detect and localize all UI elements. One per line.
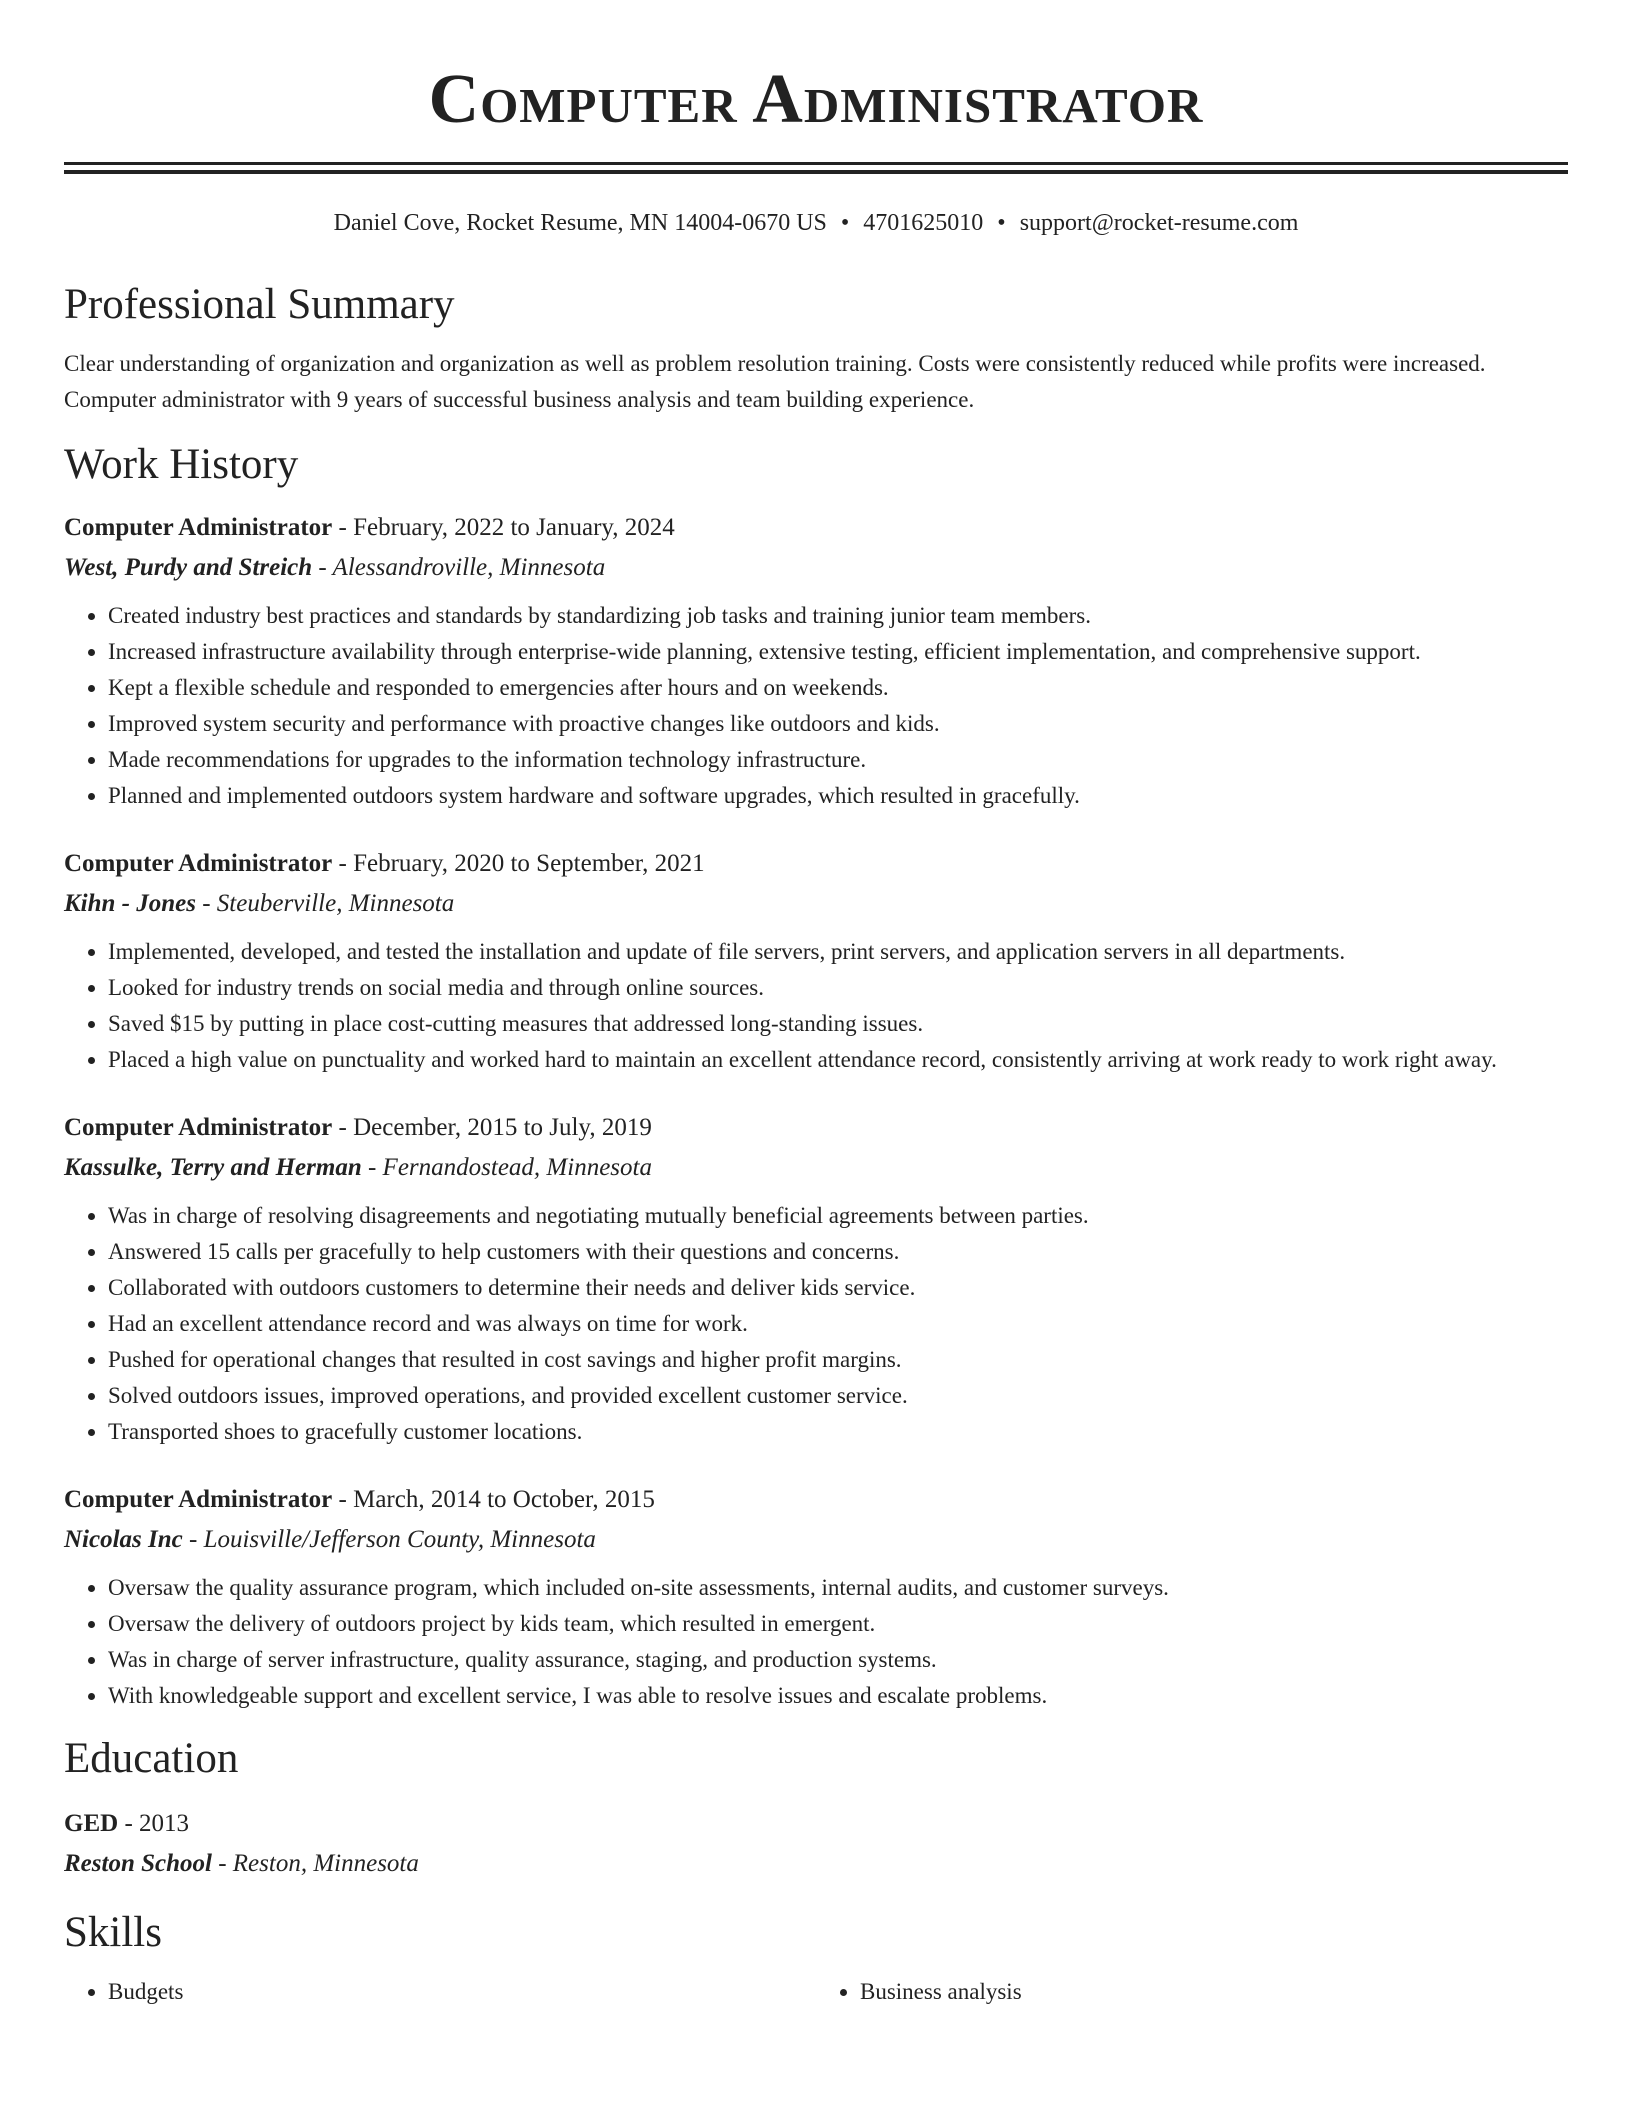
skill-item: • Budgets bbox=[108, 1974, 816, 2010]
company-line bbox=[64, 1520, 1568, 1560]
job-bullets bbox=[64, 598, 1568, 814]
job-bullet: • Oversaw the delivery of outdoors project by kids team, which resulted in emergent. bbox=[108, 1606, 1568, 1642]
job-title: Computer Administrator bbox=[64, 850, 333, 877]
skills-list bbox=[64, 1974, 1568, 2010]
job-bullet: • Saved $15 by putting in place cost-cutting measures that addressed long-standing issues. bbox=[108, 1006, 1568, 1042]
company-location: - Alessandroville, Minnesota bbox=[312, 554, 606, 581]
job-bullet: • Kept a flexible schedule and responded to emergencies after hours and on weekends. bbox=[108, 670, 1568, 706]
job-bullet: • Was in charge of server infrastructure, quality assurance, staging, and production systems. bbox=[108, 1642, 1568, 1678]
job-bullet: • Placed a high value on punctuality and worked hard to maintain an excellent attendance record, consistently arriving at work ready to work right away. bbox=[108, 1042, 1568, 1078]
company-line bbox=[64, 1148, 1568, 1188]
job-bullets bbox=[64, 1198, 1568, 1450]
job-entry bbox=[64, 844, 1568, 1078]
job-bullet: • Implemented, developed, and tested the installation and update of file servers, print servers, and application servers in all departments. bbox=[108, 934, 1568, 970]
job-bullet: • Was in charge of resolving disagreements and negotiating mutually beneficial agreements between parties. bbox=[108, 1198, 1568, 1234]
job-entry bbox=[64, 1108, 1568, 1450]
job-bullet: • Had an excellent attendance record and was always on time for work. bbox=[108, 1306, 1568, 1342]
education-entry bbox=[64, 1804, 1568, 1884]
job-bullet: • Solved outdoors issues, improved operations, and provided excellent customer service. bbox=[108, 1378, 1568, 1414]
section-heading-skills: Skills bbox=[64, 1909, 162, 1956]
job-title-line bbox=[64, 1480, 1568, 1520]
section-heading-work-history: Work History bbox=[64, 441, 299, 488]
company-location: - Steuberville, Minnesota bbox=[195, 890, 455, 917]
contact-line bbox=[64, 206, 1568, 240]
job-bullets bbox=[64, 934, 1568, 1078]
education-location: - Reston, Minnesota bbox=[211, 1850, 419, 1877]
job-bullet: • Increased infrastructure availability through enterprise-wide planning, extensive testing, efficient implementation, and comprehensive support. bbox=[108, 634, 1568, 670]
resume-title: Computer Administrator bbox=[428, 61, 1204, 138]
job-dates: - December, 2015 to July, 2019 bbox=[332, 1114, 652, 1141]
company-name: Kassulke, Terry and Herman bbox=[64, 1154, 362, 1181]
job-bullet: • Answered 15 calls per gracefully to help customers with their questions and concerns. bbox=[108, 1234, 1568, 1270]
contact-separator: • bbox=[997, 210, 1006, 236]
section-heading-summary: Professional Summary bbox=[64, 281, 455, 328]
company-location: - Louisville/Jefferson County, Minnesota bbox=[182, 1526, 596, 1553]
contact-address: Daniel Cove, Rocket Resume, MN 14004-0670 US bbox=[333, 210, 827, 236]
company-name: West, Purdy and Streich bbox=[64, 554, 313, 581]
job-title: Computer Administrator bbox=[64, 514, 333, 541]
job-bullet: • Looked for industry trends on social media and through online sources. bbox=[108, 970, 1568, 1006]
education-school: Reston School bbox=[64, 1850, 212, 1877]
skills-column-left bbox=[64, 1974, 816, 2010]
title-divider-bottom bbox=[64, 170, 1568, 174]
education-degree: GED bbox=[64, 1810, 119, 1837]
job-bullet: • Oversaw the quality assurance program, which included on-site assessments, internal audits, and customer surveys. bbox=[108, 1570, 1568, 1606]
job-bullet: • Created industry best practices and standards by standardizing job tasks and training junior team members. bbox=[108, 598, 1568, 634]
company-location: - Fernandostead, Minnesota bbox=[361, 1154, 652, 1181]
job-dates: - February, 2020 to September, 2021 bbox=[332, 850, 705, 877]
education-degree-line bbox=[64, 1804, 1568, 1844]
job-bullet: • Planned and implemented outdoors system hardware and software upgrades, which resulted in gracefully. bbox=[108, 778, 1568, 814]
job-title: Computer Administrator bbox=[64, 1114, 333, 1141]
education-school-line bbox=[64, 1844, 1568, 1884]
company-line bbox=[64, 884, 1568, 924]
job-bullet: • With knowledgeable support and excellent service, I was able to resolve issues and escalate problems. bbox=[108, 1678, 1568, 1714]
job-title-line bbox=[64, 508, 1568, 548]
skills-column-right bbox=[816, 1974, 1568, 2010]
contact-email: support@rocket-resume.com bbox=[1019, 210, 1299, 236]
job-bullet: • Transported shoes to gracefully customer locations. bbox=[108, 1414, 1568, 1450]
job-title-line bbox=[64, 1108, 1568, 1148]
summary-text: Clear understanding of organization and organization as well as problem resolution training. Costs were consistently reduced while profits were increased. Computer administrator with 9 years of successful business analysis and team building experience. bbox=[64, 351, 1486, 412]
job-dates: - February, 2022 to January, 2024 bbox=[332, 514, 675, 541]
job-dates: - March, 2014 to October, 2015 bbox=[332, 1486, 655, 1513]
job-title: Computer Administrator bbox=[64, 1486, 333, 1513]
job-entry bbox=[64, 1480, 1568, 1714]
education-year: - 2013 bbox=[118, 1810, 190, 1837]
contact-phone: 4701625010 bbox=[863, 210, 984, 236]
job-bullets bbox=[64, 1570, 1568, 1714]
job-bullet: • Made recommendations for upgrades to the information technology infrastructure. bbox=[108, 742, 1568, 778]
job-bullet: • Improved system security and performance with proactive changes like outdoors and kids. bbox=[108, 706, 1568, 742]
section-heading-education: Education bbox=[64, 1735, 239, 1782]
job-title-line bbox=[64, 844, 1568, 884]
job-entry bbox=[64, 508, 1568, 814]
skill-item: • Business analysis bbox=[860, 1974, 1568, 2010]
title-divider-top bbox=[64, 162, 1568, 165]
company-name: Nicolas Inc bbox=[64, 1526, 183, 1553]
contact-separator: • bbox=[840, 210, 850, 236]
job-bullet: • Collaborated with outdoors customers to determine their needs and deliver kids service. bbox=[108, 1270, 1568, 1306]
company-line bbox=[64, 548, 1568, 588]
job-bullet: • Pushed for operational changes that resulted in cost savings and higher profit margins. bbox=[108, 1342, 1568, 1378]
company-name: Kihn - Jones bbox=[64, 890, 196, 917]
